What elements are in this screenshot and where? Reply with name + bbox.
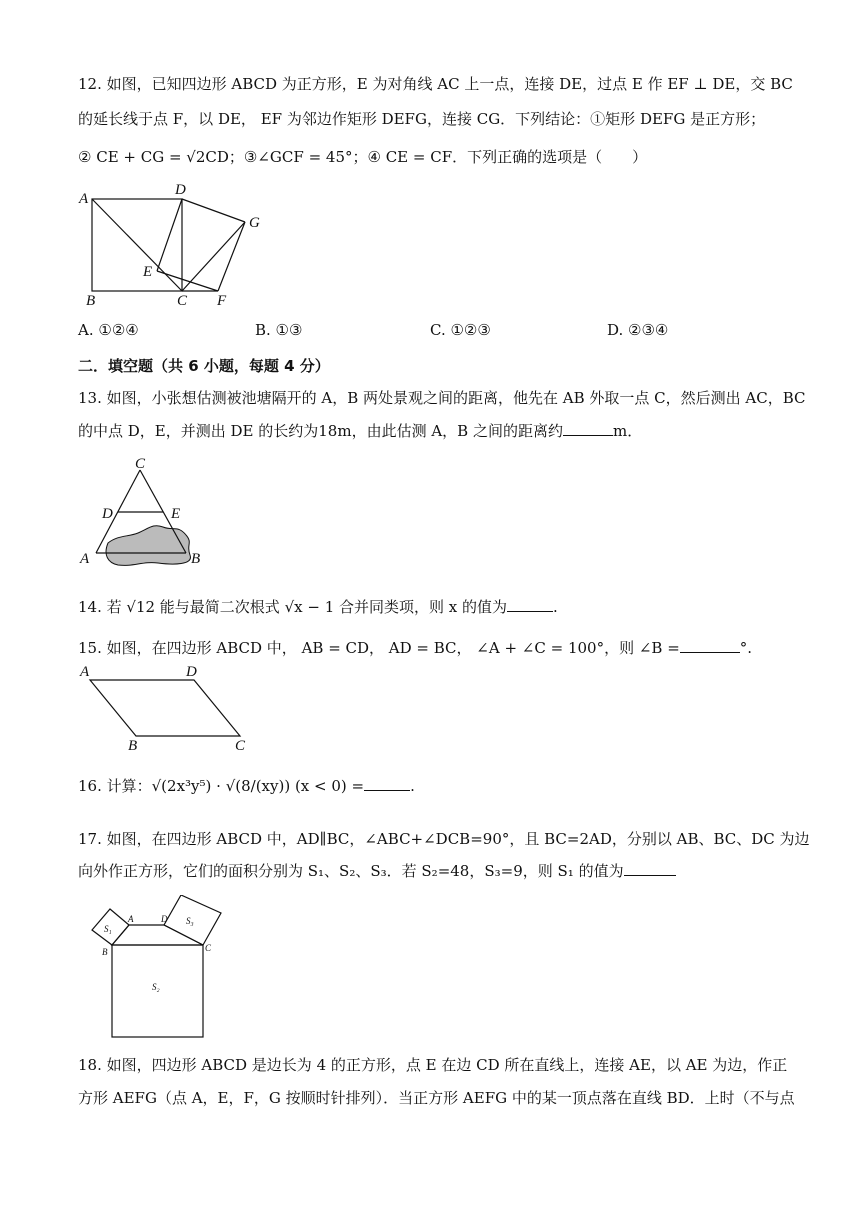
q13-label-b: B xyxy=(191,551,201,567)
q15-label-c: C xyxy=(235,738,246,754)
q14-answer-blank[interactable] xyxy=(507,597,553,612)
q13-answer-blank[interactable] xyxy=(563,421,613,436)
section-title: 二．填空题（共 6 小题，每题 4 分） xyxy=(78,357,330,375)
q12-label-g: G xyxy=(249,215,260,231)
q15-label-d: D xyxy=(186,664,197,680)
q13-label-a: A xyxy=(80,551,90,567)
q12-line-2: 的延长线于点 F，以 DE， EF 为邻边作矩形 DEFG，连接 CG．下列结论：①矩形 DEFG 是正方形； xyxy=(78,110,766,128)
q15-figure xyxy=(78,660,258,755)
q15-line xyxy=(78,638,752,658)
q12-label-f: F xyxy=(217,293,227,309)
q18-line-1: 18. 如图，四边形 ABCD 是边长为 4 的正方形，点 E 在边 CD 所在直线上，连接 AE，以 AE 为边，作正 xyxy=(78,1056,788,1074)
q15-label-b: B xyxy=(128,738,138,754)
q16-line xyxy=(78,776,415,796)
q12-label-d: D xyxy=(175,182,186,198)
q12-label-c: C xyxy=(177,293,188,309)
q16-text: 16. 计算：√(2x³y⁵) · √(8/(xy)) (x < 0) = xyxy=(78,777,365,795)
q12-option-b[interactable]: B. ①③ xyxy=(255,321,303,339)
q17-label-d: D xyxy=(161,914,168,924)
q12-label-a: A xyxy=(79,191,89,207)
q13-label-e: E xyxy=(171,506,181,522)
q12-line-3: ② CE + CG = √2CD；③∠GCF = 45°；④ CE = CF．下列正确的选项是（ ） xyxy=(78,148,648,166)
q17-label-s1: S₁ xyxy=(104,924,112,934)
q17-text: 向外作正方形，它们的面积分别为 S₁、S₂、S₃．若 S₂=48，S₃=9，则 S₁ 的值为 xyxy=(78,862,624,880)
q14-line xyxy=(78,597,558,617)
q16-answer-blank[interactable] xyxy=(364,776,410,791)
q13-unit: m． xyxy=(612,422,643,440)
q12-option-d[interactable]: D. ②③④ xyxy=(607,321,669,339)
q14-text: 14. 若 √12 能与最简二次根式 √x − 1 合并同类项，则 x 的值为 xyxy=(78,598,508,616)
q15-label-a: A xyxy=(80,664,90,680)
q16-end: . xyxy=(410,777,415,795)
q12-label-b: B xyxy=(86,293,96,309)
q13-label-c: C xyxy=(135,456,146,472)
q17-label-s3: S₃ xyxy=(186,916,194,926)
q17-line-2 xyxy=(78,861,676,881)
q17-label-a: A xyxy=(128,914,134,924)
q17-figure xyxy=(78,895,238,1045)
q13-text: 的中点 D，E，并测出 DE 的长约为18m，由此估测 A，B 之间的距离约 xyxy=(78,422,563,440)
q12-option-a[interactable]: A. ①②④ xyxy=(78,321,139,339)
q17-line-1: 17. 如图，在四边形 ABCD 中，AD∥BC，∠ABC+∠DCB=90°，且 BC=2AD，分别以 AB、BC、DC 为边 xyxy=(78,830,810,848)
q17-label-s2: S₂ xyxy=(152,982,160,992)
q15-answer-blank[interactable] xyxy=(680,638,740,653)
q12-option-c[interactable]: C. ①②③ xyxy=(430,321,491,339)
q17-answer-blank[interactable] xyxy=(624,861,676,876)
q15-text: 15. 如图，在四边形 ABCD 中， AB = CD， AD = BC， ∠A + ∠C = 100°，则 ∠B = xyxy=(78,639,680,657)
q14-end: . xyxy=(553,598,558,616)
q12-line-1: 12. 如图，已知四边形 ABCD 为正方形，E 为对角线 AC 上一点，连接 DE，过点 E 作 EF ⊥ DE，交 BC xyxy=(78,75,793,93)
q13-figure xyxy=(78,455,218,575)
q18-line-2: 方形 AEFG（点 A，E，F，G 按顺时针排列）．当正方形 AEFG 中的某一顶点落在直线 BD．上时（不与点 xyxy=(78,1089,795,1107)
q13-line-1: 13. 如图，小张想估测被池塘隔开的 A，B 两处景观之间的距离，他先在 AB 外取一点 C，然后测出 AC，BC xyxy=(78,389,806,407)
q12-label-e: E xyxy=(143,264,153,280)
q15-end: °. xyxy=(739,639,753,657)
q13-label-d: D xyxy=(102,506,113,522)
q17-label-b: B xyxy=(102,947,108,957)
q12-figure xyxy=(78,180,278,310)
q13-line-2 xyxy=(78,421,642,441)
q17-label-c: C xyxy=(205,943,212,953)
